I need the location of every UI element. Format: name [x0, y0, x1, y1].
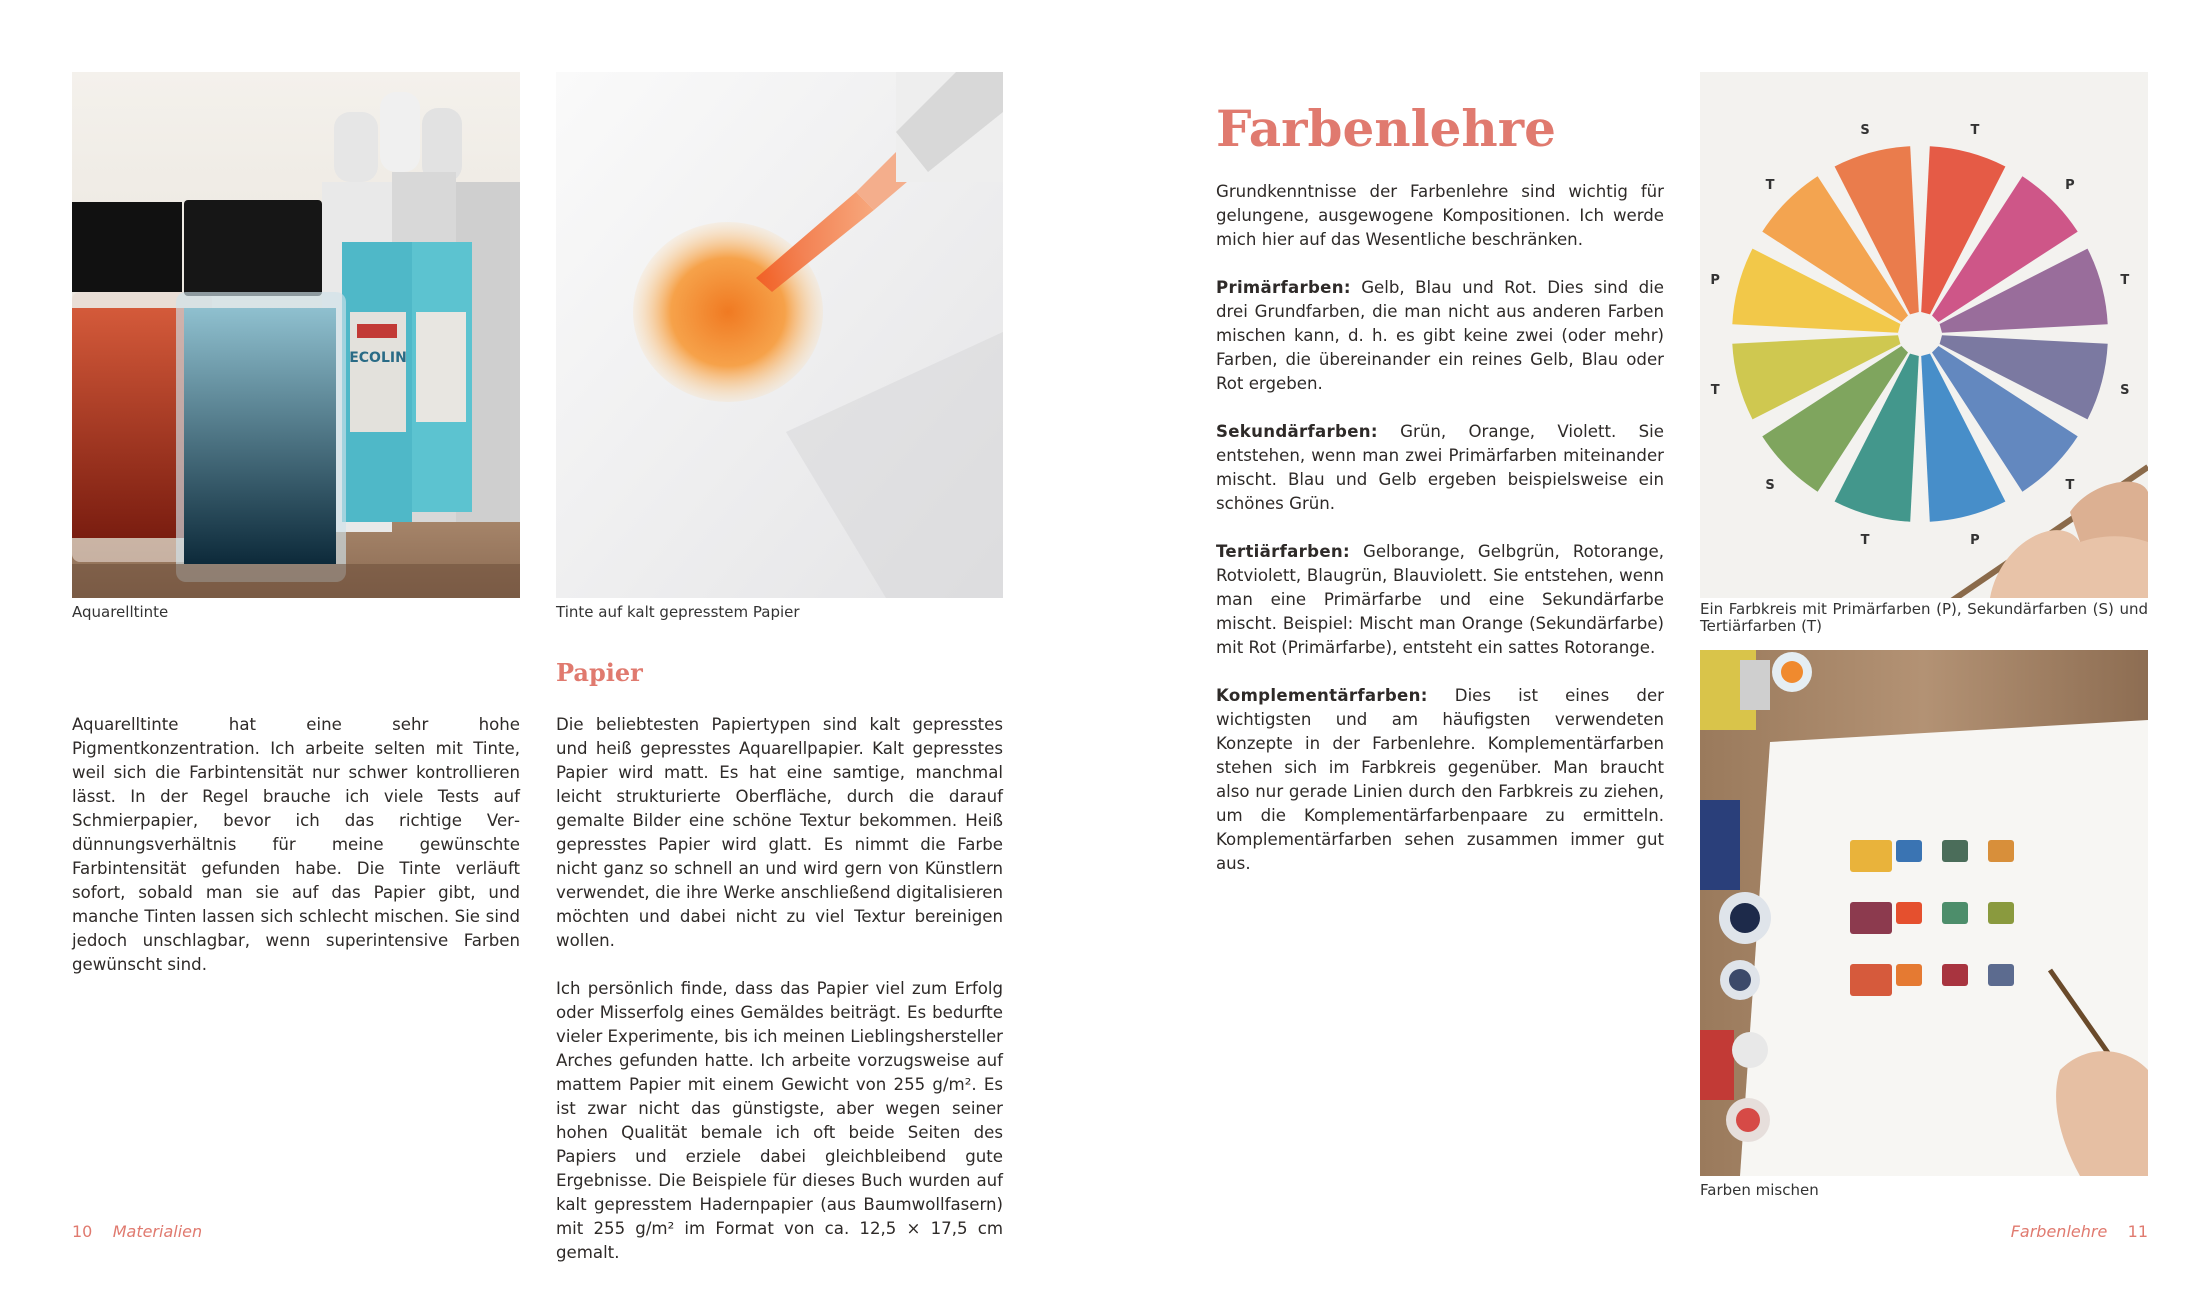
- primary-text: Gelb, Blau und Rot. Dies sind die drei Grundfarben, die man nicht aus anderen Farben mischen kann, d. h. es gibt keine zwei (oder mehr) Farben, die übereinander ein reines Gelb, Blau oder Rot ergeben.: [1216, 278, 1664, 393]
- mixing-palette: [1700, 650, 2148, 1176]
- ink-label-text: ECOLIN: [349, 350, 407, 366]
- caption-mixing-colors: Farben mischen: [1700, 1181, 1819, 1199]
- wheel-label: P: [1710, 273, 1720, 289]
- papier-section: [556, 713, 1003, 1289]
- wheel-label: T: [2120, 273, 2130, 289]
- folio-right: [2011, 1222, 2148, 1242]
- primary-paragraph: [1216, 276, 1664, 396]
- papier-paragraph-1: Die beliebtesten Papiertypen sind kalt gepresstes und heiß gepresstes Aquarellpapier. Kalt gepresstes Papier wird matt. Es hat eine samtige, manchmal leicht strukturierte Oberfläche, durch die darauf gemalte Bilder eine schöne Textur bekommen. Heiß gepresstes Papier wird glatt. Es nimmt die Farbe nicht ganz so schnell an und wird gern von Künstlern verwendet, die ihre Werke anschließend digitalisieren möchten und dabei nicht zu viel Textur bereinigen wollen.: [556, 715, 1003, 950]
- wheel-label: T: [1765, 178, 1775, 194]
- photo-ink-bottles: [72, 72, 520, 598]
- secondary-term: Sekundärfarben:: [1216, 422, 1378, 441]
- wheel-label: P: [2065, 178, 2075, 194]
- wheel-label: S: [1860, 123, 1870, 139]
- color-swatch: [1988, 902, 2014, 924]
- page-number-left: 10: [72, 1222, 93, 1241]
- color-swatch: [1896, 840, 1922, 862]
- color-swatch: [1988, 964, 2014, 986]
- wheel-label: T: [1970, 123, 1980, 139]
- farbenlehre-text: [1216, 180, 1664, 900]
- papier-paragraph-2: Ich persönlich finde, dass das Papier viel zum Erfolg oder Misserfolg eines Gemäldes beiträgt. Es bedurfte vieler Experimente, bis ich meinen Lieblingshersteller Arches gefunden hatte. Ich arbeite vorzugsweise auf mattem Papier mit einem Gewicht von 255 g/m². Es ist zwar nicht das günstigste, aber wegen seiner hohen Qualität bemale ich oft beide Seiten des Papiers und erziele dabei gleichbleibend gute Ergebnisse. Die Beispiele für dieses Buch wurden auf kalt gepresstem Hadernpapier (aus Baumwollfasern) mit 255 g/m² im Format von ca. 12,5 × 17,5 cm gemalt.: [556, 979, 1003, 1262]
- color-swatch: [1850, 840, 1892, 872]
- color-swatch: [1896, 964, 1922, 986]
- section-name-left: Materialien: [112, 1222, 203, 1241]
- color-swatch: [1988, 840, 2014, 862]
- caption-ink-on-paper: Tinte auf kalt gepresstem Papier: [556, 603, 800, 621]
- ink-paragraph: [72, 713, 520, 1001]
- complementary-term: Komplementärfarben:: [1216, 686, 1428, 705]
- complementary-paragraph: [1216, 684, 1664, 876]
- color-wheel: [1700, 72, 2148, 598]
- page-number-right: 11: [2127, 1222, 2148, 1241]
- wheel-label: S: [2120, 382, 2130, 398]
- section-name-right: Farbenlehre: [2010, 1222, 2108, 1241]
- wheel-label: T: [2065, 477, 2075, 493]
- photo-ink-on-paper: [556, 72, 1003, 598]
- page-title: Farbenlehre: [1216, 99, 1556, 158]
- tertiary-term: Tertiärfarben:: [1216, 542, 1350, 561]
- primary-term: Primärfarben:: [1216, 278, 1351, 297]
- color-swatch: [1850, 902, 1892, 934]
- wheel-label: S: [1765, 477, 1775, 493]
- secondary-text: Grün, Orange, Violett. Sie entstehen, wenn man zwei Primärfarben miteinander mischt. Blau und Gelb ergeben beispielsweise ein schönes Grün.: [1216, 422, 1664, 513]
- color-swatch: [1942, 902, 1968, 924]
- color-swatch: [1942, 840, 1968, 862]
- secondary-paragraph: [1216, 420, 1664, 516]
- color-swatch: [1942, 964, 1968, 986]
- caption-color-wheel: Ein Farbkreis mit Primärfarben (P), Sekundärfarben (S) und Tertiärfarben (T): [1700, 600, 2148, 635]
- tertiary-paragraph: [1216, 540, 1664, 660]
- tertiary-text: Gelborange, Gelbgrün, Rotorange, Rotviolett, Blaugrün, Blauviolett. Sie entstehen, wenn man eine Primärfarbe und eine Sekundärfarbe mischt. Beispiel: Mischt man Orange (Sekundärfarbe) mit Rot (Primärfarbe), entsteht ein sattes Rotorange.: [1216, 542, 1664, 657]
- papier-heading: Papier: [556, 658, 643, 687]
- complementary-text: Dies ist eines der wichtigsten und am häufigsten verwendeten Konzepte in der Farbenlehre. Komplementärfarben stehen sich im Farbkreis gegenüber. Man braucht also nur gerade Linien durch den Farbkreis zu ziehen, um die Komplementärfarbenpaare zu ermitteln. Komplementärfarben sehen zusammen immer gut aus.: [1216, 686, 1664, 873]
- wheel-label: T: [1710, 382, 1720, 398]
- wheel-label: P: [1970, 532, 1980, 548]
- color-swatch: [1896, 902, 1922, 924]
- ink-text: Aquarelltinte hat eine sehr hohe Pigmentkonzentration. Ich arbeite selten mit Tinte, weil sich die Farbintensität nur schwer kontrollieren lässt. In der Regel brauche ich viele Tests auf Schmierpapier, bevor ich das richtige Verdünnungsverhältnis für meine gewünschte Farbintensität gefunden habe. Die Tinte verläuft sofort, sobald man sie auf das Papier gibt, und manche Tinten lassen sich schlecht mischen. Sie sind jedoch unschlagbar, wenn superintensive Farben gewünscht sind.: [72, 715, 520, 974]
- wheel-label: T: [1860, 532, 1870, 548]
- intro-paragraph: Grundkenntnisse der Farbenlehre sind wichtig für gelungene, ausgewogene Kompositionen. Ich werde mich hier auf das Wesentliche beschränken.: [1216, 182, 1664, 249]
- color-swatch: [1850, 964, 1892, 996]
- folio-left: [72, 1222, 202, 1242]
- caption-ink-bottles: Aquarelltinte: [72, 603, 169, 621]
- photo-mixing-colors: [1700, 650, 2148, 1176]
- photo-color-wheel: [1700, 72, 2148, 598]
